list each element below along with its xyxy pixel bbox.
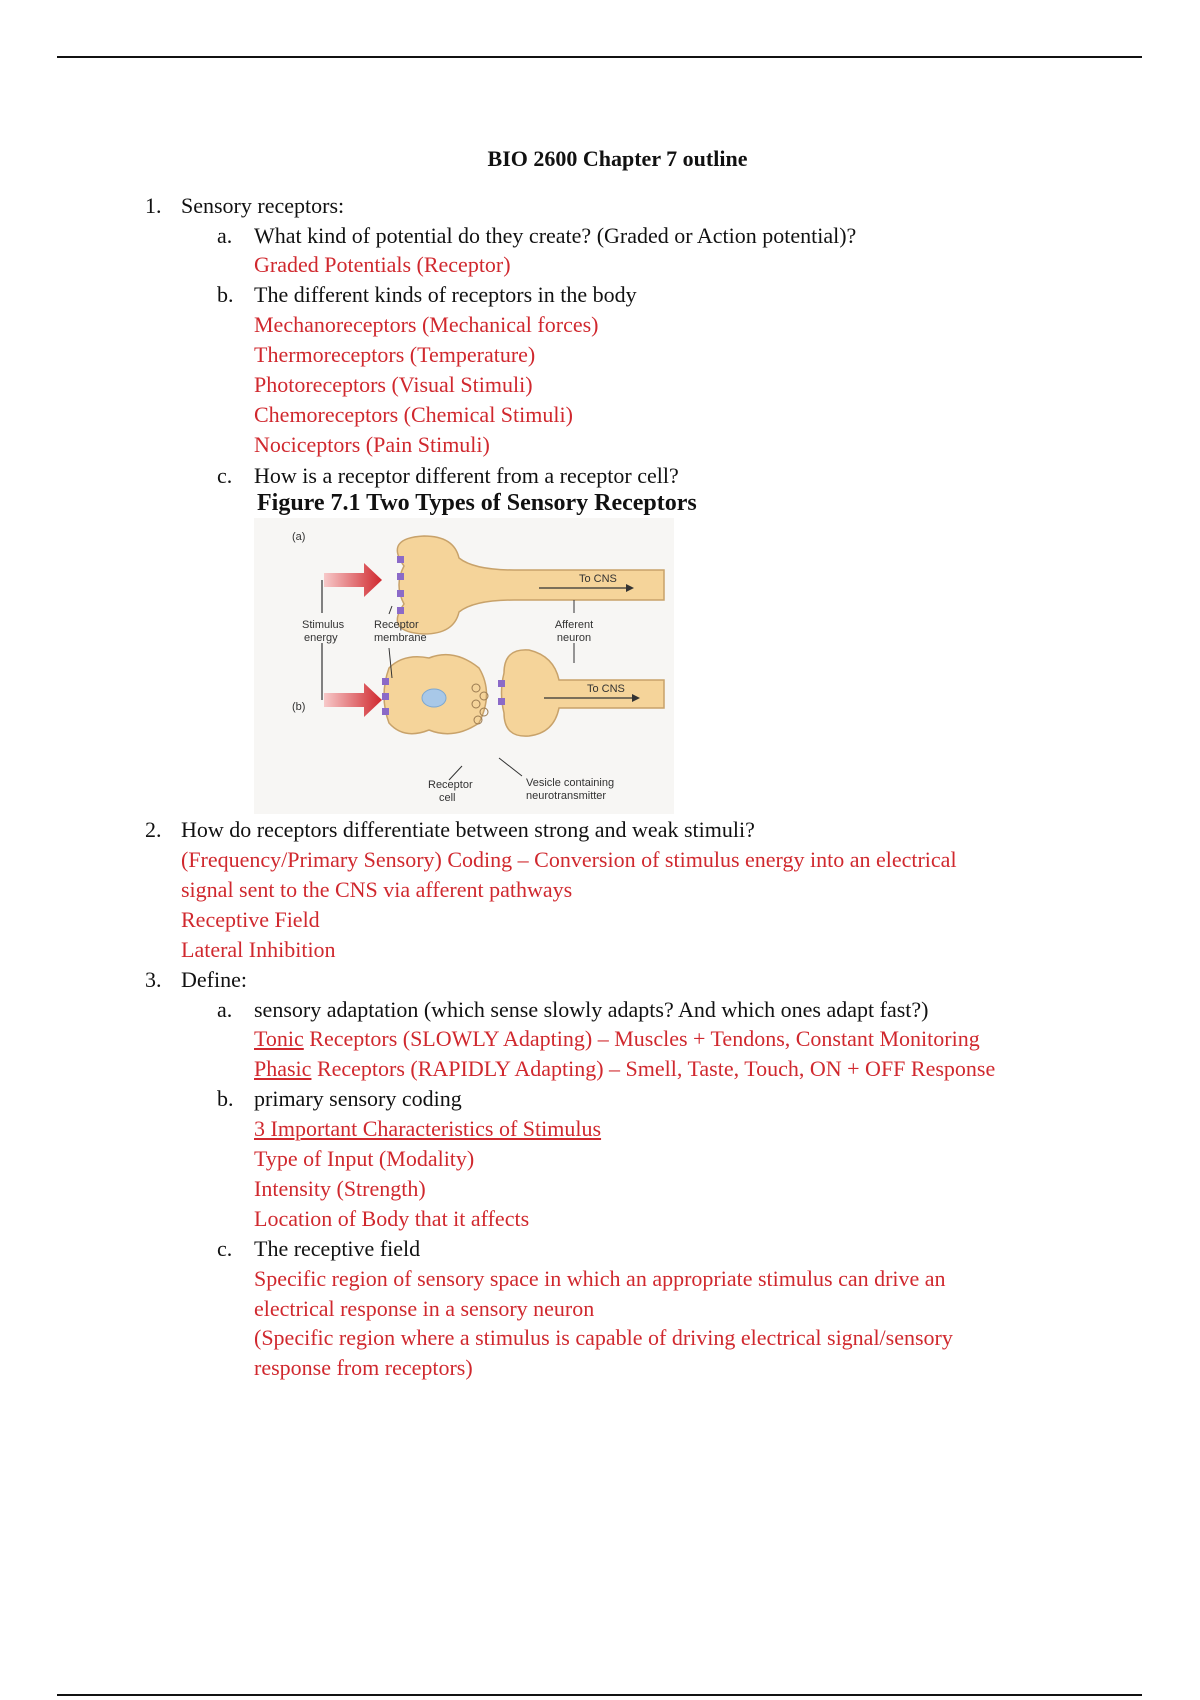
receptor-cell-label-2: cell	[439, 792, 456, 804]
q3-number: 3.	[145, 967, 162, 992]
q2-answer: (Frequency/Primary Sensory) Coding – Conversion of stimulus energy into an electrical	[181, 847, 957, 872]
q1-text: Sensory receptors:	[181, 193, 345, 218]
page-title: BIO 2600 Chapter 7 outline	[487, 146, 748, 171]
q3-text: Define:	[181, 967, 247, 992]
receptor-proteins-b	[382, 678, 389, 715]
q3b-answer: Intensity (Strength)	[254, 1176, 426, 1201]
q1a-marker: a.	[217, 223, 233, 248]
membrane-label-2: membrane	[374, 632, 427, 644]
q3c-answer: electrical response in a sensory neuron	[254, 1296, 595, 1321]
receptor-diagram	[254, 518, 674, 814]
figure-title: Figure 7.1 Two Types of Sensory Receptors	[257, 490, 697, 516]
stimulus-label-2: energy	[304, 632, 338, 644]
q1b-answer: Thermoreceptors (Temperature)	[254, 342, 536, 367]
q3c-marker: c.	[217, 1236, 233, 1261]
phasic-rest: Receptors (RAPIDLY Adapting) – Smell, Taste, Touch, ON + OFF Response	[311, 1056, 996, 1081]
q3c-answer: (Specific region where a stimulus is capable of driving electrical signal/sensory	[254, 1325, 953, 1350]
vesicle-label-1: Vesicle containing	[526, 777, 615, 789]
q3b-answer: Type of Input (Modality)	[254, 1146, 475, 1171]
afferent-label-2: neuron	[556, 632, 592, 644]
phasic-word: Phasic	[254, 1056, 312, 1081]
tonic-rest: Receptors (SLOWLY Adapting) – Muscles + Tendons, Constant Monitoring	[303, 1026, 980, 1051]
q2-answer: Lateral Inhibition	[181, 937, 336, 962]
receptor-cell-label-1: Receptor	[428, 779, 473, 791]
nucleus	[422, 689, 446, 707]
q1b-answer: Nociceptors (Pain Stimuli)	[254, 432, 490, 457]
q1b-text: The different kinds of receptors in the body	[254, 282, 637, 307]
to-cns-label-a: To CNS	[579, 573, 617, 585]
q2-answer: Receptive Field	[181, 907, 320, 932]
tonic-answer	[254, 1025, 980, 1053]
q1a-text: What kind of potential do they create? (Graded or Action potential)?	[254, 223, 857, 248]
stimulus-label-1: Stimulus	[302, 619, 345, 631]
q2-text: How do receptors differentiate between strong and weak stimuli?	[181, 817, 755, 842]
afferent-label-1: Afferent	[554, 619, 594, 631]
top-rule	[57, 56, 1142, 58]
q3b-text: primary sensory coding	[254, 1086, 462, 1111]
receptor-figure	[254, 518, 674, 814]
q2-number: 2.	[145, 817, 162, 842]
phasic-answer	[254, 1055, 995, 1083]
q3b-answer: Location of Body that it affects	[254, 1206, 530, 1231]
q1b-answer: Photoreceptors (Visual Stimuli)	[254, 372, 533, 397]
q3a-text: sensory adaptation (which sense slowly adapts? And which ones adapt fast?)	[254, 997, 929, 1022]
q1b-answer: Chemoreceptors (Chemical Stimuli)	[254, 402, 573, 427]
q2-answer: signal sent to the CNS via afferent pathways	[181, 877, 573, 902]
to-cns-label-b: To CNS	[587, 683, 625, 695]
vesicle-label-2: neurotransmitter	[526, 790, 607, 802]
q3b-heading: 3 Important Characteristics of Stimulus	[254, 1116, 602, 1141]
q3c-answer: Specific region of sensory space in which an appropriate stimulus can drive an	[254, 1266, 946, 1291]
panel-label-b: (b)	[292, 701, 306, 713]
q3b-marker: b.	[217, 1086, 234, 1111]
q3c-answer: response from receptors)	[254, 1355, 473, 1380]
q3c-text: The receptive field	[254, 1236, 421, 1261]
q1a-answer: Graded Potentials (Receptor)	[254, 252, 511, 277]
q1c-text: How is a receptor different from a receptor cell?	[254, 463, 679, 488]
q1b-answer: Mechanoreceptors (Mechanical forces)	[254, 312, 599, 337]
q1b-marker: b.	[217, 282, 234, 307]
membrane-label-1: Receptor	[374, 619, 419, 631]
q1-number: 1.	[145, 193, 162, 218]
bottom-rule	[57, 1694, 1142, 1696]
q1c-marker: c.	[217, 463, 233, 488]
q3a-marker: a.	[217, 997, 233, 1022]
panel-label-a: (a)	[292, 531, 306, 543]
tonic-word: Tonic	[254, 1026, 304, 1051]
